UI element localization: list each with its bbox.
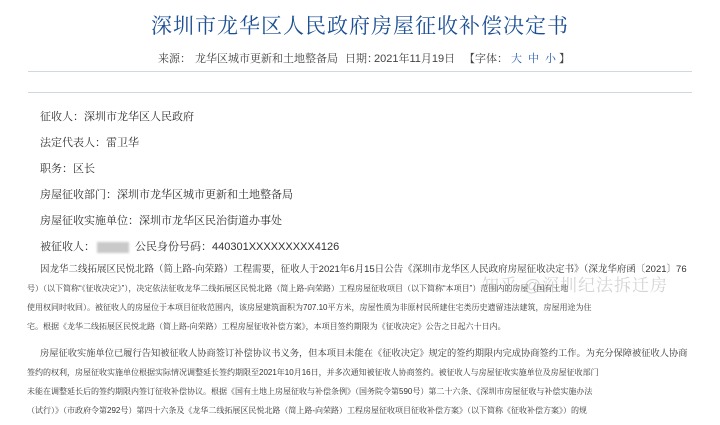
field-label: 房屋征收实施单位： [40, 215, 139, 227]
paragraph-line: 因龙华二线拓展区民悦北路（简上路-向荣路）工程需要，征收人于2021年6月15日公告《深圳市龙华区人民政府房屋征收决定书》（深龙华府函〔2021〕76 [40, 264, 687, 275]
field-unit [40, 212, 282, 228]
field-label: 职务： [40, 163, 73, 175]
date-label: 日期： [345, 53, 378, 65]
paragraph-line: 宅。根据《龙华二线拓展区民悦北路（简上路-向荣路）工程房屋征收补偿方案》，本项目签约期限为《征收决定》公告之日起六十日内。 [27, 322, 506, 331]
field-expropriator [40, 108, 194, 124]
divider-top [28, 71, 692, 72]
field-label: 被征收人： [40, 241, 95, 253]
font-large-link[interactable]: 大 [511, 53, 522, 65]
field-label: 房屋征收部门： [40, 189, 117, 201]
field-legal-rep [40, 134, 139, 150]
field-position [40, 160, 95, 176]
paragraph-line: （试行）》（市政府令第292号）第四十六条及《龙华二线拓展区民悦北路（简上路-向荣路）工程房屋征收项目征收补偿方案》（以下简称《征收补偿方案》）的规 [27, 406, 588, 415]
field-value: 深圳市龙华区人民政府 [84, 111, 194, 123]
font-size-label: 【字体： [464, 53, 508, 65]
source-value: 龙华区城市更新和土地整备局 [195, 53, 338, 65]
paragraph-line: 使用权同时收回）。被征收人的房屋位于本项目征收范围内，该房屋建筑面积为707.10平方米，房屋性质为非原村民所建住宅类历史遗留违法建筑，房屋用途为住 [27, 303, 592, 312]
font-medium-link[interactable]: 中 [528, 53, 539, 65]
source-label: 来源： [158, 53, 191, 65]
field-value: 深圳市龙华区城市更新和土地整备局 [117, 189, 293, 201]
redacted-name [97, 242, 129, 253]
field-dept [40, 186, 293, 202]
page-title: 深圳市龙华区人民政府房屋征收补偿决定书 [151, 15, 569, 38]
watermark: 知乎 @深圳纪法拆迁房 [482, 276, 668, 295]
paragraph-line: 签约的权利，房屋征收实施单位根据实际情况调整延长签约期限至2021年10月16日，并多次通知被征收人协商签约。被征收人与房屋征收实施单位及房屋征收部门 [27, 368, 599, 377]
id-value: 440301XXXXXXXXX4126 [212, 241, 340, 253]
field-value: 雷卫华 [106, 137, 139, 149]
paragraph-2 [27, 344, 692, 420]
font-small-link[interactable]: 小 [545, 53, 556, 65]
paragraph-line: 未能在调整延长后的签约期限内签订征收补偿协议。根据《国有土地上房屋征收与补偿条例》（国务院令第590号）第二十六条、《深圳市房屋征收与补偿实施办法 [27, 387, 593, 396]
id-label: 公民身份号码： [135, 241, 212, 253]
paragraph-line: 房屋征收实施单位已履行告知被征收人协商签订补偿协议书义务，但本项目未能在《征收决定》规定的签约期限内完成协商签约工作。为充分保障被征收人协商 [40, 348, 688, 358]
divider-bottom [28, 92, 692, 93]
font-size-close: 】 [559, 53, 570, 65]
font-size-controls [464, 50, 570, 66]
field-label: 征收人： [40, 111, 84, 123]
field-value: 深圳市龙华区民治街道办事处 [139, 215, 282, 227]
field-value: 区长 [73, 163, 95, 175]
field-label: 法定代表人： [40, 137, 106, 149]
field-expropriatee [40, 238, 339, 254]
paragraph-line: 号）（以下简称“《征收决定》”），决定依法征收龙华二线拓展区民悦北路（简上路-向荣路）工程房屋征收项目（以下简称“本项目”）范围内的房屋（国有土地 [27, 284, 569, 293]
date-value: 2021年11月19日 [374, 53, 456, 65]
